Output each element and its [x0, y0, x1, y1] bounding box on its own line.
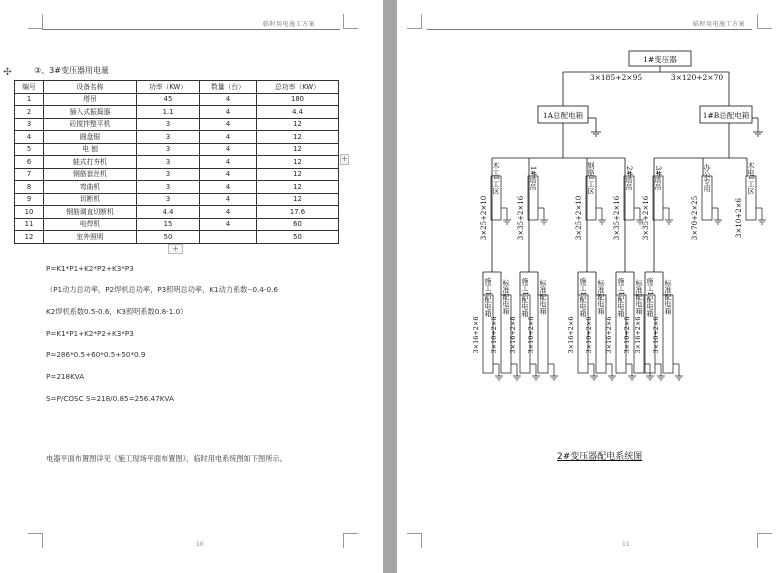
sub-branch-box-label: 施工1配电箱	[521, 277, 529, 317]
table-cell: 1	[15, 93, 44, 106]
sub-branch-cable-label: 3×10+2×6	[652, 316, 660, 354]
table-cell: 蛙式打夯机	[44, 156, 137, 169]
branch-box-label: 3#塔吊	[654, 165, 662, 191]
formula-line: P=K1*P1+K2*P2+K3*P3	[46, 264, 134, 273]
table-cell: 4	[200, 193, 257, 206]
table-cell: 室外照明	[44, 231, 137, 244]
sub-branch-box-label: 施工1配电箱	[646, 277, 654, 317]
formula-line: （P1动力总功率，P2焊机总功率，P3照明总功率，K1动力系数--0.4-0.6	[46, 285, 278, 294]
table-cell: 插入式振捣器	[44, 106, 137, 119]
add-row-icon[interactable]: +	[168, 244, 183, 254]
table-cell: 4	[200, 156, 257, 169]
table-cell: 12	[257, 168, 339, 181]
table-row	[15, 143, 339, 156]
column-header: 功率（KW）	[137, 81, 200, 94]
table-cell: 12	[257, 131, 339, 144]
table-cell: 3	[137, 156, 200, 169]
branch-cable-label: 3×70+2×25	[691, 195, 699, 241]
branch-cable-label: 3×25+2×10	[575, 195, 583, 241]
diagram-caption: 2#变压器配电系统图	[557, 452, 643, 462]
table-row	[15, 168, 339, 181]
branch-cable-label: 3×35+2×16	[613, 195, 621, 241]
table-cell: 15	[137, 218, 200, 231]
table-cell: 3	[137, 181, 200, 194]
cable-label-right: 3×120+2×70	[670, 73, 724, 82]
sub-branch-cable-label: 3×10+2×6	[623, 316, 631, 354]
add-column-icon[interactable]: +	[341, 154, 348, 163]
table-cell: 钢筋套丝机	[44, 168, 137, 181]
table-cell: 钢筋调直切断机	[44, 206, 137, 219]
column-header: 设备名称	[44, 81, 137, 94]
cable-label-left: 3×185+2×95	[589, 73, 643, 82]
formula-line: P=K1*P1+K2*P2+K3*P3	[46, 329, 134, 338]
table-cell: 5	[15, 143, 44, 156]
branch-box-label: 木电1工区	[747, 161, 755, 195]
table-cell: 电 刨	[44, 143, 137, 156]
table-cell: 切断机	[44, 193, 137, 206]
transformer-label: 1#变压器	[643, 55, 677, 64]
table-cell: 6	[15, 156, 44, 169]
closing-paragraph: 电器平面布置图详见《施工现场平面布置图》，临时用电系统图如下图所示。	[46, 454, 287, 463]
table-cell: 12	[257, 181, 339, 194]
table-cell: 11	[15, 218, 44, 231]
table-header-row	[15, 81, 339, 94]
branch-box-label: 1#塔吊	[529, 165, 537, 191]
table-row	[15, 206, 339, 219]
column-header: 总功率（KW）	[257, 81, 339, 94]
equipment-table	[14, 80, 339, 244]
sub-branch-box-label: 标准配电箱	[635, 279, 643, 315]
table-cell: 8	[15, 181, 44, 194]
formula-line: K2焊机系数0.5-0.6，K3照明系数0.8-1.0）	[46, 307, 188, 316]
crop-mark	[343, 533, 358, 548]
table-cell: 3	[15, 118, 44, 131]
table-cell: 3	[137, 118, 200, 131]
sub-branch-cable-label: 3×16+2×6	[567, 316, 575, 354]
table-cell: 4	[200, 118, 257, 131]
page-number: 10	[196, 541, 204, 548]
formula-line: P=218KVA	[46, 372, 85, 381]
page-gap	[383, 0, 397, 573]
page-header: 临时用电施工方案	[693, 21, 746, 28]
table-cell: 3	[137, 131, 200, 144]
table-cell: 60	[257, 218, 339, 231]
table-cell: 4	[200, 106, 257, 119]
table-cell: 12	[257, 118, 339, 131]
table-cell: 3	[137, 193, 200, 206]
table-cell: 12	[15, 231, 44, 244]
table-cell: 7	[15, 168, 44, 181]
table-cell: 10	[15, 206, 44, 219]
branch-box-label: 木工1工区	[492, 161, 500, 195]
section-title: ③、3#变压器用电量	[34, 66, 109, 75]
table-row	[15, 218, 339, 231]
table-cell: 50	[137, 231, 200, 244]
branch-box-label: 2#塔吊	[625, 165, 633, 191]
formula-line: P=286*0.5+60*0.5+50*0.9	[46, 350, 146, 359]
table-cell: 2	[15, 106, 44, 119]
crop-mark	[28, 533, 43, 548]
sub-branch-cable-label: 3×16+2×6	[605, 316, 613, 354]
branch-cable-label: 3×35+2×16	[517, 195, 525, 241]
table-cell: 12	[257, 156, 339, 169]
column-header: 编号	[15, 81, 44, 94]
header-rule	[42, 29, 340, 30]
crop-mark	[757, 533, 772, 548]
table-cell	[200, 231, 257, 244]
table-cell: 砼搅拌整平机	[44, 118, 137, 131]
crop-mark	[28, 14, 43, 29]
sub-branch-box-label: 标准配电箱	[664, 279, 672, 315]
table-cell: 50	[257, 231, 339, 244]
table-row	[15, 181, 339, 194]
main-box-b-label: 1#B总配电箱	[702, 111, 750, 120]
table-cell: 4	[200, 168, 257, 181]
distribution-system-diagram	[397, 0, 780, 470]
page-header: 临时用电施工方案	[263, 21, 316, 28]
table-cell: 17.6	[257, 206, 339, 219]
sub-branch-box-label: 施工1配电箱	[579, 277, 587, 317]
table-row	[15, 193, 339, 206]
sub-branch-cable-label: 3×16+2×6	[634, 316, 642, 354]
branch-box-label: 办公专用	[703, 164, 711, 192]
table-cell: 4.4	[137, 206, 200, 219]
branch-cable-label: 3×25+2×10	[480, 195, 488, 241]
table-cell: 1.1	[137, 106, 200, 119]
sub-branch-group	[472, 272, 683, 380]
crop-mark	[407, 533, 422, 548]
table-cell: 12	[257, 193, 339, 206]
crop-mark	[343, 14, 358, 29]
table-cell: 塔吊	[44, 93, 137, 106]
table-cell: 圆盘锯	[44, 131, 137, 144]
sub-branch-cable-label: 3×10+2×6	[585, 316, 593, 354]
table-cell: 4	[200, 93, 257, 106]
branch-cable-label: 3×35+2×16	[642, 195, 650, 241]
table-cell: 3	[137, 143, 200, 156]
table-move-handle-icon[interactable]: ✣	[3, 67, 12, 78]
right-page	[397, 0, 780, 573]
table-cell: 3	[137, 168, 200, 181]
sub-branch-cable-label: 3×10+2×6	[490, 316, 498, 354]
table-cell: 4	[200, 143, 257, 156]
branch-box-label: 钢筋1工区	[587, 161, 595, 195]
formula-line: S=P/COSC S=218/0.85=256.47KVA	[46, 394, 174, 403]
table-cell: 12	[257, 143, 339, 156]
main-box-a-label: 1A总配电箱	[542, 111, 584, 120]
sub-branch-box-label: 施工1配电箱	[484, 277, 492, 317]
table-row	[15, 156, 339, 169]
table-row	[15, 231, 339, 244]
sub-branch-cable-label: 3×16+2×6	[509, 316, 517, 354]
table-cell: 4	[200, 131, 257, 144]
table-cell: 4	[200, 218, 257, 231]
table-row	[15, 106, 339, 119]
table-cell: 4	[15, 131, 44, 144]
table-cell: 180	[257, 93, 339, 106]
left-page	[0, 0, 383, 573]
table-body	[15, 93, 339, 243]
column-header: 数量（台）	[200, 81, 257, 94]
sub-branch-box-label: 标准配电箱	[502, 279, 510, 315]
branch-cable-label: 3×10+2×6	[735, 198, 743, 238]
table-cell: 电焊机	[44, 218, 137, 231]
table-row	[15, 118, 339, 131]
table-cell: 4	[200, 206, 257, 219]
branch-group	[480, 158, 766, 272]
table-row	[15, 93, 339, 106]
table-row	[15, 131, 339, 144]
table-cell: 45	[137, 93, 200, 106]
table-cell: 4.4	[257, 106, 339, 119]
table-cell: 4	[200, 181, 257, 194]
sub-branch-box-label: 标准配电箱	[539, 279, 547, 315]
page-number: 11	[622, 541, 630, 548]
table-cell: 弯曲机	[44, 181, 137, 194]
sub-branch-box-label: 施工1配电箱	[617, 277, 625, 317]
table-cell: 9	[15, 193, 44, 206]
sub-branch-cable-label: 3×10+2×6	[527, 316, 535, 354]
sub-branch-cable-label: 3×16+2×6	[472, 316, 480, 354]
sub-branch-box-label: 标准配电箱	[597, 279, 605, 315]
